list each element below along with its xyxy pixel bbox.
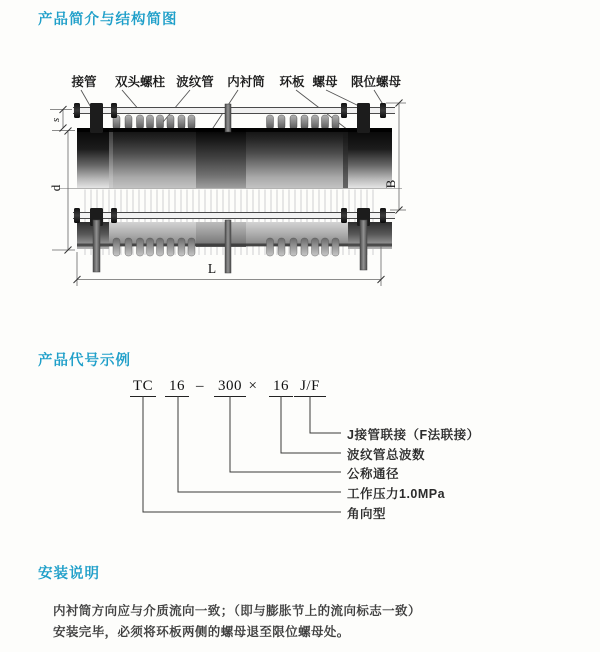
callout-line-pressure — [178, 396, 341, 492]
dim-label-L: L — [207, 261, 217, 276]
callout-label-type: 角向型 — [347, 507, 387, 521]
part-label-bellows: 波纹管 — [176, 75, 214, 89]
nut-bottom-right-outer — [380, 208, 386, 223]
dim-label-s: s — [50, 117, 62, 123]
nut-bottom-left-inner — [111, 208, 117, 223]
part-label-connection-pipe: 接管 — [71, 75, 97, 89]
nut-bottom-right-inner — [341, 208, 347, 223]
nut-top-right-inner — [341, 103, 347, 118]
code-seg-connection: J/F — [294, 378, 326, 397]
nut-top-left-outer — [74, 103, 80, 118]
nut-top-right-outer — [380, 103, 386, 118]
code-seg-pressure: 16 — [165, 378, 189, 397]
code-seg-type: TC — [130, 378, 156, 397]
dim-label-d: d — [48, 184, 63, 192]
install-text-line-1: 内衬筒方向应与介质流向一致；（即与膨胀节上的流向标志一致） — [53, 604, 421, 618]
section-title-intro: 产品简介与结构简图 — [38, 12, 178, 28]
part-label-ring-plate: 环板 — [279, 75, 305, 89]
callout-line-type — [143, 396, 341, 512]
part-label-nut: 螺母 — [312, 75, 338, 89]
expansion-joint-drawing — [40, 60, 420, 300]
part-label-double-stud: 双头螺柱 — [114, 75, 166, 89]
lower-body — [77, 222, 392, 249]
nut-bottom-left-outer — [74, 208, 80, 223]
code-callout-lines — [0, 396, 600, 520]
callout-line-waves — [281, 396, 341, 453]
code-seg-diameter: 300 — [214, 378, 246, 397]
stud-head-top-right — [357, 103, 370, 133]
install-text-line-2: 安装完毕，必须将环板两侧的螺母退至限位螺母处。 — [53, 625, 350, 639]
nut-top-left-inner — [111, 103, 117, 118]
upper-body — [77, 128, 392, 188]
code-seg-dash: – — [196, 378, 204, 394]
callout-line-connection — [310, 396, 341, 433]
section-title-install: 安装说明 — [38, 566, 100, 582]
structure-diagram — [40, 60, 420, 300]
stud-head-top-left — [90, 103, 103, 133]
callout-label-diameter: 公称通径 — [347, 467, 400, 481]
callout-label-waves: 波纹管总波数 — [347, 448, 426, 462]
code-seg-times: × — [248, 378, 258, 394]
part-label-limit-nut: 限位螺母 — [350, 75, 402, 89]
dim-label-B: B — [383, 179, 398, 189]
part-labels — [70, 74, 401, 89]
product-code-row — [0, 378, 600, 398]
section-title-code: 产品代号示例 — [38, 353, 131, 369]
code-seg-waves: 16 — [269, 378, 293, 397]
center-stud-top — [225, 104, 231, 132]
part-label-inner-liner: 内衬筒 — [227, 75, 265, 89]
callout-label-pressure: 工作压力1.0MPa — [347, 487, 446, 501]
callout-label-connection: J接管联接（F法联接） — [347, 428, 480, 442]
callout-line-diameter — [230, 396, 341, 472]
